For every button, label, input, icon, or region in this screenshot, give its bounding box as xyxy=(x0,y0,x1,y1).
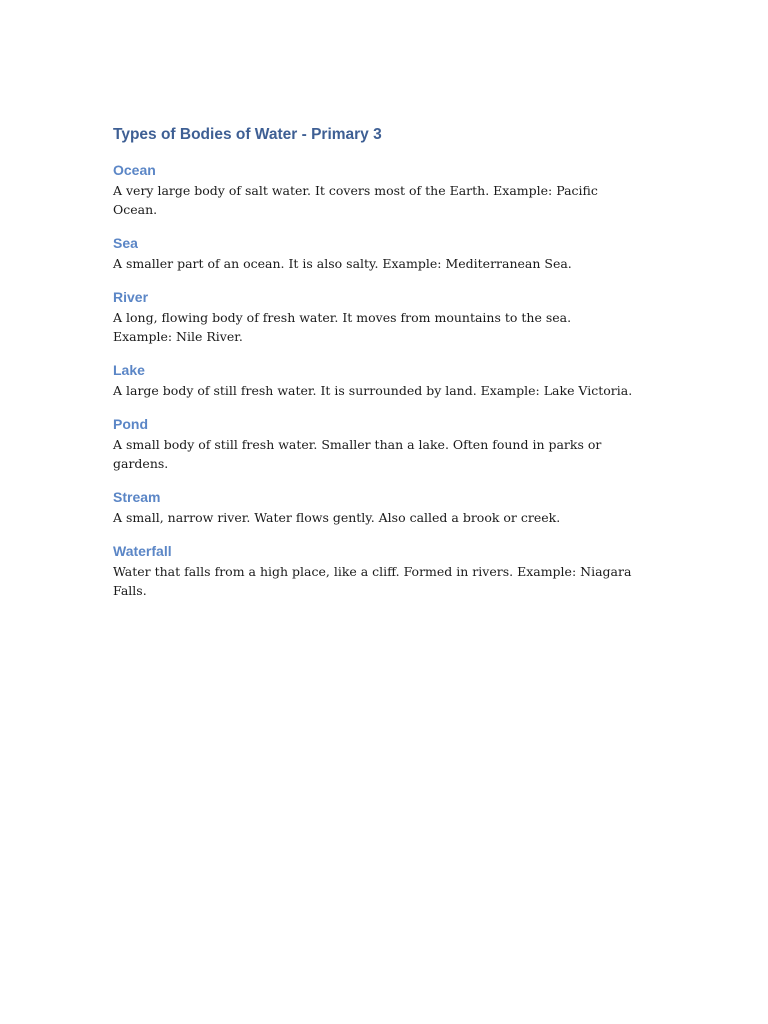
section-text: A small body of still fresh water. Smaller than a lake. Often found in parks or gardens. xyxy=(113,437,602,471)
section-heading: Stream xyxy=(113,489,161,505)
section-heading: Ocean xyxy=(113,162,156,178)
section-text: A smaller part of an ocean. It is also salty. Example: Mediterranean Sea. xyxy=(113,256,572,271)
section-river xyxy=(113,287,633,346)
section-lake xyxy=(113,360,633,400)
section-text: A large body of still fresh water. It is surrounded by land. Example: Lake Victoria. xyxy=(113,383,633,398)
section-text: A small, narrow river. Water flows gently. Also called a brook or creek. xyxy=(113,510,561,525)
section-waterfall xyxy=(113,541,633,600)
section-heading: Pond xyxy=(113,416,148,432)
section-ocean xyxy=(113,160,633,219)
document-title: Types of Bodies of Water - Primary 3 xyxy=(113,126,382,143)
section-text: Water that falls from a high place, like a cliff. Formed in rivers. Example: Niagara Falls. xyxy=(113,564,632,598)
section-heading: Sea xyxy=(113,235,138,251)
section-pond xyxy=(113,414,633,473)
document-page xyxy=(113,124,633,614)
section-sea xyxy=(113,233,633,273)
section-stream xyxy=(113,487,633,527)
section-heading: Waterfall xyxy=(113,543,172,559)
section-heading: River xyxy=(113,289,149,305)
section-heading: Lake xyxy=(113,362,145,378)
section-text: A long, flowing body of fresh water. It moves from mountains to the sea. Example: Nile River. xyxy=(113,310,572,344)
section-text: A very large body of salt water. It covers most of the Earth. Example: Pacific Ocean. xyxy=(113,183,598,217)
